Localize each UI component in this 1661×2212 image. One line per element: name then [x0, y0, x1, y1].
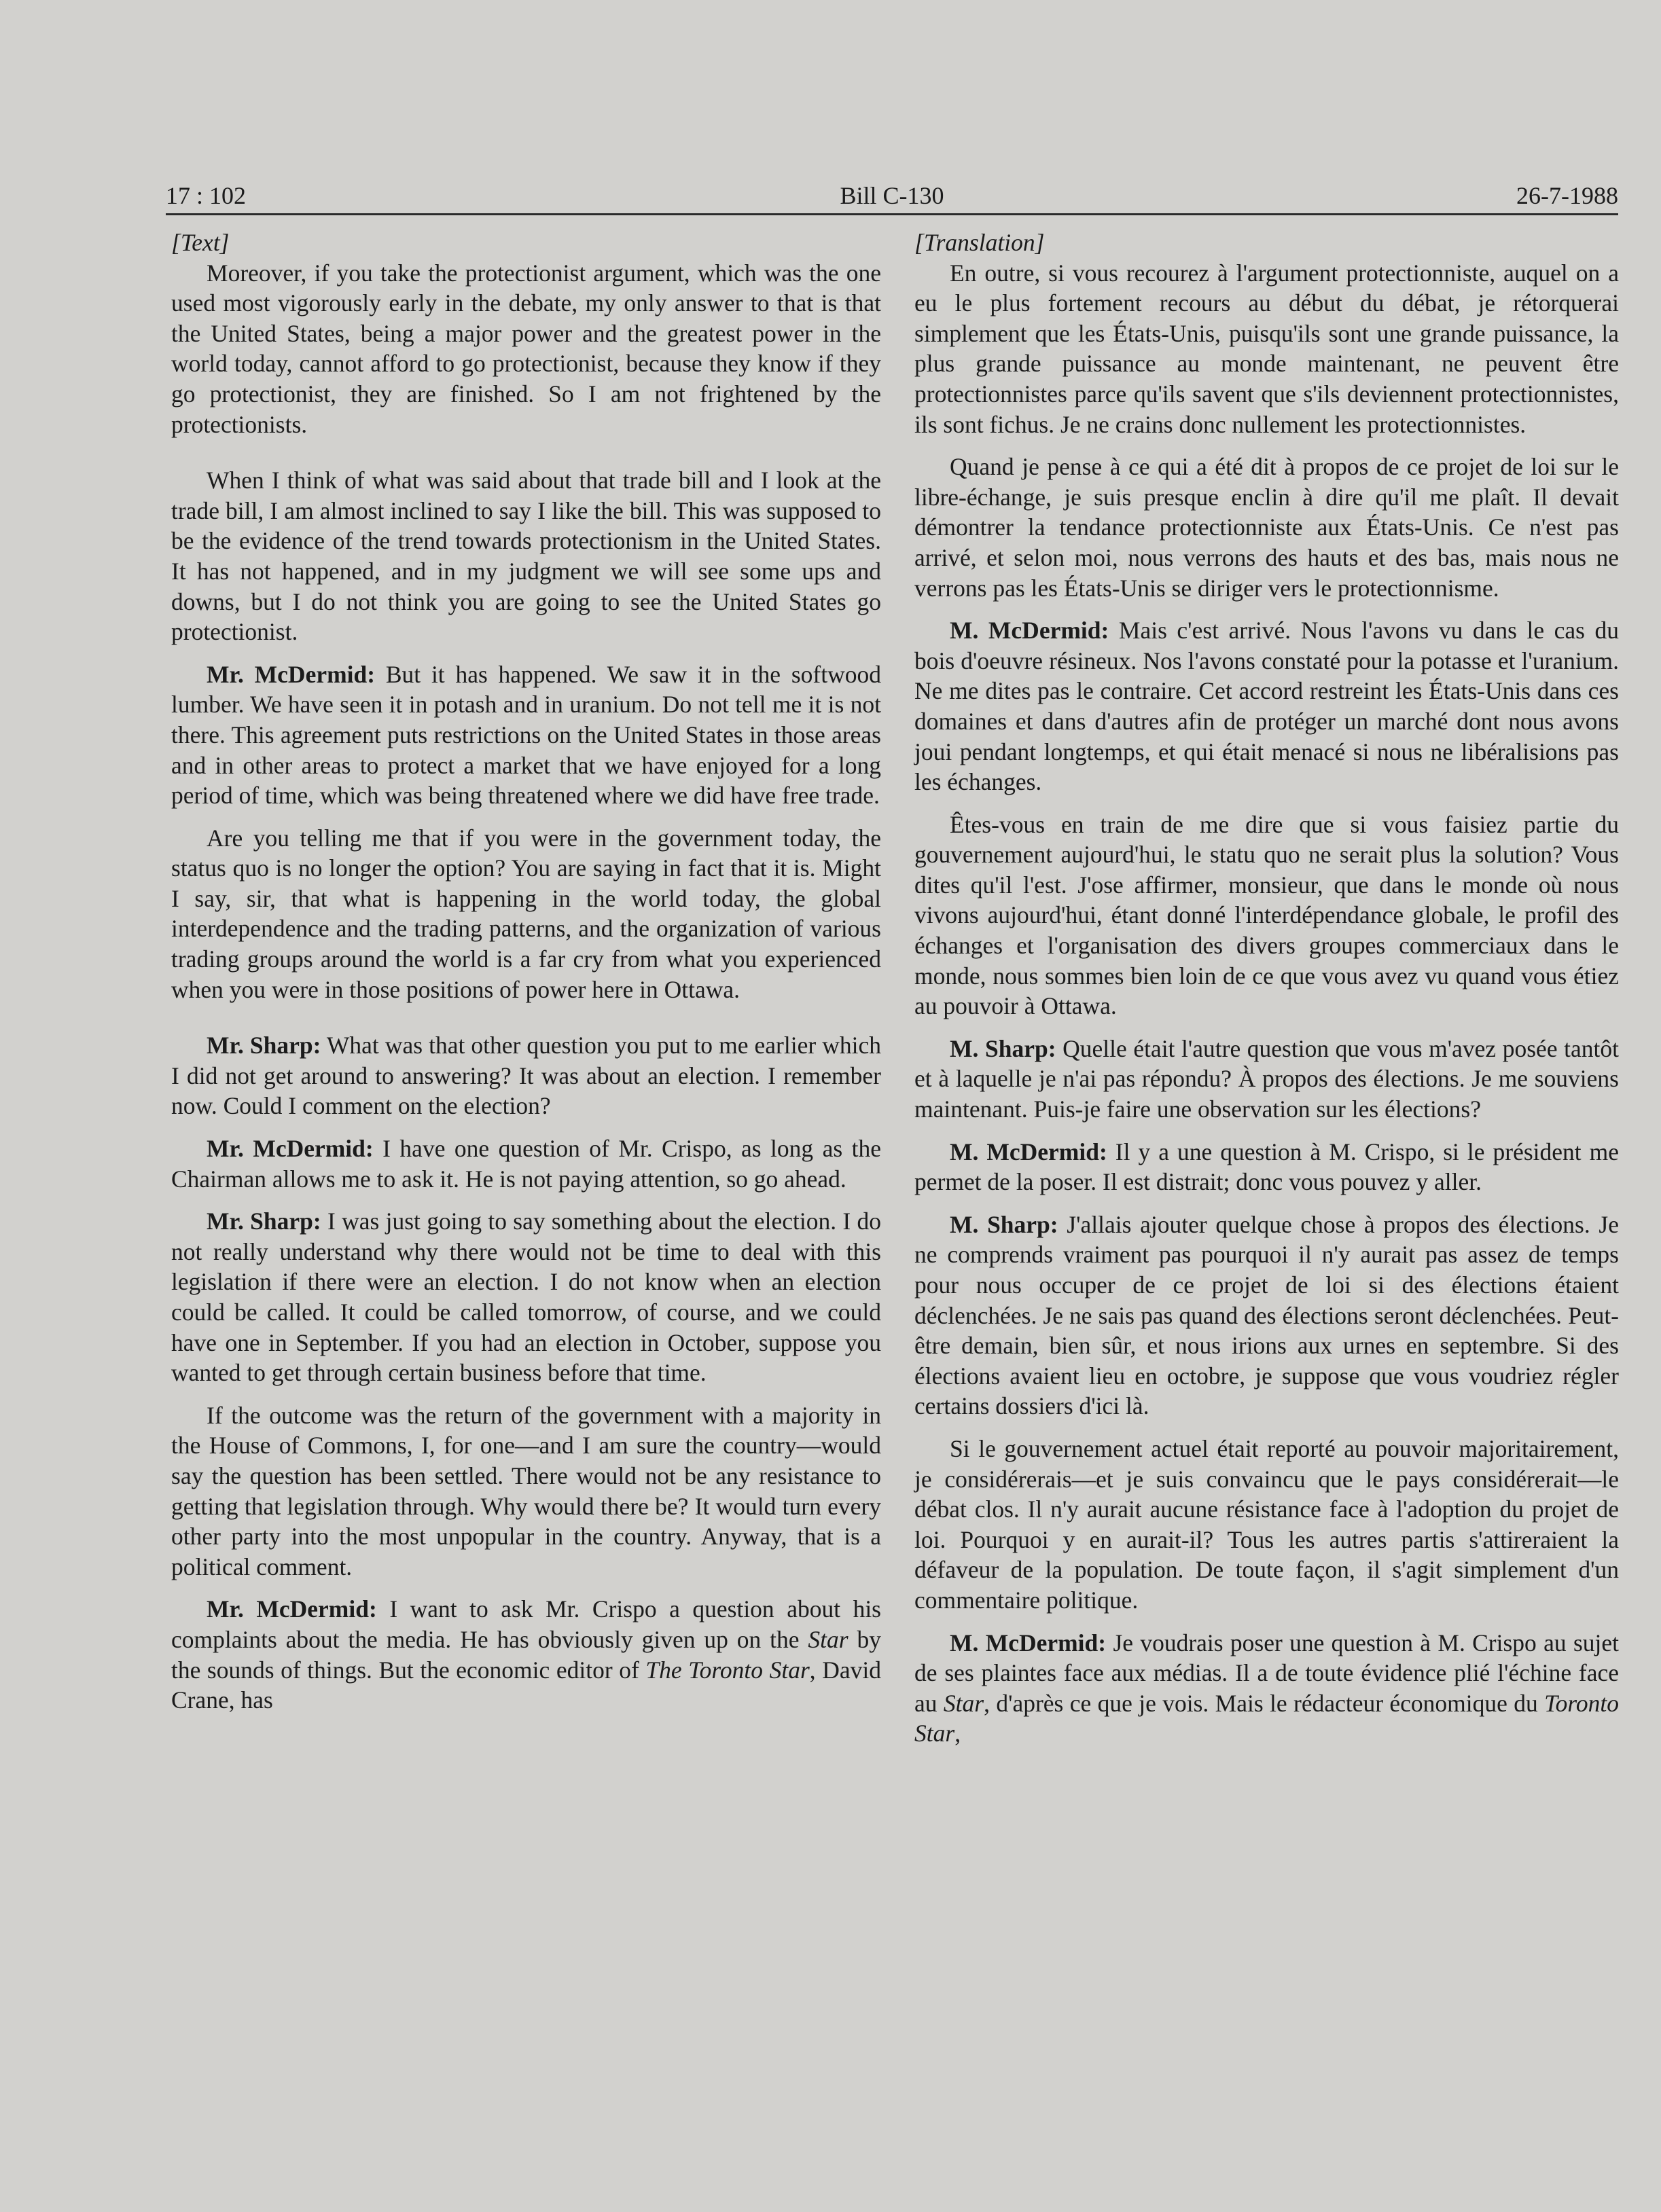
publication-name: Toronto Star — [914, 1689, 1620, 1747]
bill-title: Bill C-130 — [840, 182, 944, 209]
speaker-name: Mr. McDermid: — [207, 660, 376, 688]
paragraph: Si le gouvernement actuel était reporté au pouvoir majoritairement, je considérerais—et je suis convaincu que le pays considérerait—le débat clos. Il n'y aurait aucune résistance face à l'adoption du projet de loi. Pourquoi y en aurait-il? Tous les autres partis s'attireraient la défaveur de la population. De toute façon, il s'agit simplement d'un commentaire politique. — [914, 1434, 1619, 1614]
paragraph: If the outcome was the return of the government with a majority in the House of Commons, I, for one—and I am sure the country—would say the question has been settled. There would not be any resistance to getting that legislation through. Why would there be? It would turn every other party into the most unpopular in the country. Anyway, that is a political comment. — [171, 1401, 881, 1580]
page-header — [166, 178, 1618, 215]
speaker-name: M. McDermid: — [950, 1138, 1107, 1165]
speech-text: , — [954, 1720, 961, 1747]
paragraph — [171, 1594, 881, 1715]
paragraph: Quand je pense à ce qui a été dit à propos de ce projet de loi sur le libre-échange, je suis presque enclin à dire qu'il me plaît. Il devait démontrer la tendance protectionniste aux États-Unis. Ce n'est pas arrivé, et selon moi, nous verrons des hauts et des bas, mais nous ne verrons pas les États-Unis se diriger vers le protectionnisme. — [914, 453, 1619, 602]
publication-name: The Toronto Star — [645, 1656, 810, 1684]
paragraph: Moreover, if you take the protectionist argument, which was the one used most vigorously early in the debate, my only answer to that is that the United States, being a major power and the greatest power in the world today, cannot afford to go protectionist, because they know if they go protectionist, they are finished. So I am not frightened by the protectionists. — [171, 259, 881, 438]
speaker-name: M. Sharp: — [950, 1210, 1058, 1238]
speech-text: Mais c'est arrivé. Nous l'avons vu dans le cas du bois d'oeuvre résineux. Nos l'avons constaté pour la potasse et l'uranium. Ne me dites pas le contraire. Cet accord restreint les États-Unis dans ces domaines et dans d'autres afin de protéger un marché dont nous avons joui pendant longtemps, et qui était menacé si nous ne libéralisions pas les échanges. — [914, 617, 1619, 796]
speech-text: J'allais ajouter quelque chose à propos des élections. Je ne comprends vraiment pas pourquoi il n'y aurait pas assez de temps pour nous occuper de ce projet de loi si des élections étaient déclenchées. Je ne sais pas quand des élections seront déclenchées. Peut-être demain, bien sûr, et nous irions aux urnes en septembre. Si des élections avaient lieu en octobre, je suppose que vous voudriez régler certains dossiers d'ici là. — [914, 1210, 1619, 1420]
paragraph — [914, 1628, 1619, 1749]
speaker-name: Mr. Sharp: — [207, 1208, 321, 1235]
speaker-name: M. McDermid: — [950, 1629, 1107, 1656]
paragraph — [171, 1134, 881, 1194]
speech-text: I want to ask Mr. Crispo a question about his complaints about the media. He has obviously given up on the — [171, 1595, 881, 1653]
paragraph: When I think of what was said about that trade bill and I look at the trade bill, I am almost inclined to say I like the bill. This was supposed to be the evidence of the trend towards protectionism in the United States. It has not happened, and in my judgment we will see some ups and downs, but I do not think you are going to see the United States go protectionist. — [171, 467, 881, 646]
english-column — [171, 228, 881, 1728]
speech-text: Il y a une question à M. Crispo, si le président me permet de la poser. Il est distrait; donc vous pouvez y aller. — [914, 1138, 1619, 1196]
paragraph: Are you telling me that if you were in the government today, the status quo is no longer the option? You are saying in fact that it is. Might I say, sir, that what is happening in the world today, the global interdependence and the trading patterns, and the organization of various trading groups around the world is a far cry from what you experienced when you were in those positions of power here in Ottawa. — [171, 824, 881, 1003]
speech-text: I was just going to say something about the election. I do not really understand why there would not be time to deal with this legislation if there were an election. I do not know when an election could be called. It could be called tomorrow, of course, and we could have one in September. If you had an election in October, suppose you wanted to get through certain business before that time. — [171, 1208, 881, 1387]
speaker-name: Mr. McDermid: — [207, 1135, 374, 1163]
speech-text: But it has happened. We saw it in the softwood lumber. We have seen it in potash and in uranium. Do not tell me it is not there. This agreement puts restrictions on the United States in those areas and in other areas to protect a market that we have enjoyed for a long period of time, which was being threatened where we did have free trade. — [171, 660, 881, 810]
paragraph — [914, 1034, 1619, 1125]
page-number: 17 : 102 — [166, 182, 247, 209]
speech-text: , David Crane, has — [171, 1656, 881, 1714]
translation-label: [Translation] — [914, 229, 1045, 256]
speech-text: , d'après ce que je vois. Mais le rédacteur économique du — [984, 1689, 1545, 1717]
speech-text: What was that other question you put to me earlier which I did not get around to answering? It was about an election. I remember now. Could I comment on the election? — [171, 1032, 881, 1120]
speech-text: Quelle était l'autre question que vous m'avez posée tantôt et à laquelle je n'ai pas répondu? À propos des élections. Je me souviens maintenant. Puis-je faire une observation sur les élections? — [914, 1034, 1619, 1123]
paragraph — [171, 1206, 881, 1388]
speaker-name: M. McDermid: — [950, 617, 1109, 645]
text-label: [Text] — [171, 229, 230, 256]
paragraph: Êtes-vous en train de me dire que si vous faisiez partie du gouvernement aujourd'hui, le statu quo ne serait plus la solution? Vous dites qu'il l'est. J'ose affirmer, monsieur, que dans le monde où nous vivons aujourd'hui, étant donné l'interdépendance globale, le profil des échanges et l'organisation des divers groupes commerciaux dans le monde, nous sommes bien loin de ce que vous avez vu quand vous étiez au pouvoir à Ottawa. — [914, 810, 1619, 1020]
speaker-name: M. Sharp: — [950, 1034, 1056, 1062]
sitting-date: 26-7-1988 — [1516, 182, 1618, 209]
paragraph: En outre, si vous recourez à l'argument protectionniste, auquel on a eu le plus fortement recours au début du débat, je rétorquerai simplement que les États-Unis, puisqu'ils sont une grande puissance, la plus grande puissance au monde maintenant, ne peuvent être protectionnistes parce qu'ils savent que s'ils deviennent protectionnistes, ils sont fichus. Je ne crains donc nullement les protectionnistes. — [914, 259, 1619, 438]
french-column — [914, 228, 1619, 1761]
paragraph — [171, 659, 881, 811]
publication-name: Star — [808, 1625, 849, 1653]
speech-text: I have one question of Mr. Crispo, as long as the Chairman allows me to ask it. He is not paying attention, so go ahead. — [171, 1135, 881, 1193]
speaker-name: Mr. Sharp: — [207, 1032, 321, 1059]
paragraph — [914, 1137, 1619, 1197]
paragraph — [171, 1030, 881, 1121]
publication-name: Star — [943, 1689, 984, 1717]
speech-text: by the sounds of things. But the economic editor of — [171, 1625, 881, 1684]
paragraph — [914, 1210, 1619, 1421]
speech-text: Je voudrais poser une question à M. Crispo au sujet de ses plaintes face aux médias. Il a de toute évidence plié l'échine face au — [914, 1629, 1619, 1717]
paragraph — [914, 615, 1619, 797]
speaker-name: Mr. McDermid: — [207, 1595, 377, 1623]
